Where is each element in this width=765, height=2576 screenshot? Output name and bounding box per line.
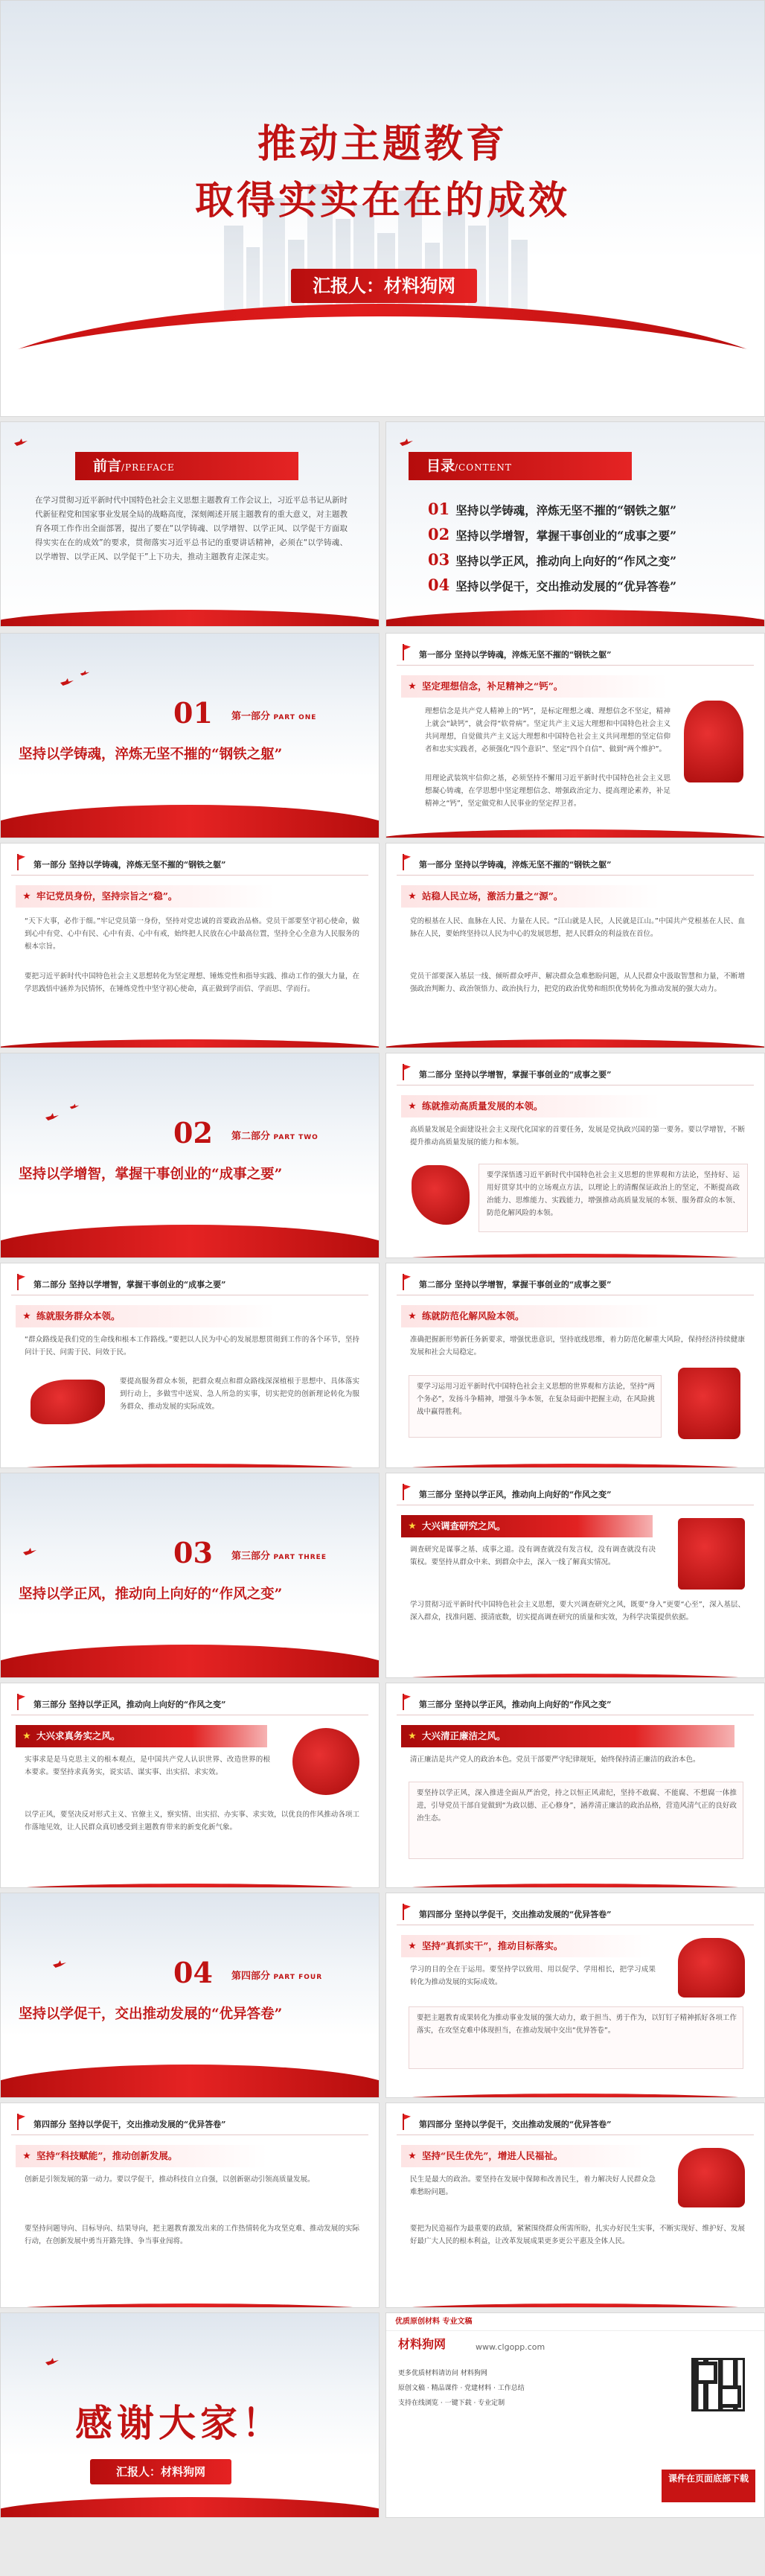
part-label [231,708,316,722]
paragraph-2: 用理论武装筑牢信仰之基，必须坚持不懈用习近平新时代中国特色社会主义思想凝心铸魂，在学思想中坚定理想信念、增强政治定力、提高理论素养，补足精神之“钙”，坚定做党和人民事业的坚定捍卫者。 [425,774,670,808]
thanks-text: 感谢大家！ [75,2401,284,2445]
flag-icon [13,1274,26,1290]
section-bar: ★ 练就推动高质量发展的本领。 [401,1095,660,1118]
part-four-slide [0,1893,380,2098]
flag-icon [398,854,412,870]
paragraph-1: “天下大事，必作于细。”牢记党员第一身份，坚持对党忠诚的首要政治品格。党员干部要坚守初心使命，做到心中有党、心中有民、心中有责、心中有戒，始终把人民放在心中最高位置，坚持全心全意为人民服务的根本宗旨。 [25,917,359,951]
ad-header: 优质原创材料 专业文稿 [386,2313,764,2331]
red-wave [0,1464,380,1468]
flag-icon [398,1064,412,1080]
part-title: 坚持以学正风，推动向上向好的“作风之变” [19,1587,283,1602]
paragraph-2: 党员干部要深入基层一线、倾听群众呼声、解决群众急难愁盼问题，从人民群众中汲取智慧和力量，不断增强政治判断力、政治领悟力、政治执行力，把党的政治优势和组织优势转化为推动发展的强大动力。 [410,972,745,993]
red-wave [385,829,765,838]
slide-header: 第二部分 坚持以学增智，掌握干事创业的“成事之要” [33,1280,226,1289]
part-two-slide [0,1053,380,1258]
paragraph-2: 要学深悟透习近平新时代中国特色社会主义思想的世界观和方法论，坚持好、运用好贯穿其中的立场观点方法，以理论上的清醒保证政治上的坚定，不断提高政治能力、思维能力、实践能力，增强推动高质量发展的本领、服务群众的本领、防范化解风险的本领。 [487,1171,740,1217]
paragraph-2: 要把主题教育成果转化为推动事业发展的强大动力，敢于担当、勇于作为，以钉钉子精神抓好各项工作落实，在攻坚克难中体现担当，在推动发展中交出“优异答卷”。 [417,2014,737,2035]
slide-header: 第四部分 坚持以学促干，交出推动发展的“优异答卷” [419,1910,612,1919]
toc-tag [409,452,632,480]
preface-slide [0,421,380,627]
red-wave [0,1645,380,1678]
paragraph-1: 调查研究是谋事之基、成事之道。没有调查就没有发言权，没有调查就没有决策权。要坚持从群众中来、到群众中去，深入一线了解真实情况。 [410,1546,656,1566]
red-wave [0,2304,380,2308]
slide-header: 第三部分 坚持以学正风，推动向上向好的“作风之变” [419,1700,612,1709]
toc-text: 坚持以学正风，推动向上向好的“作风之变” [455,554,677,568]
part-label-cn: 第二部分 [231,1131,271,1142]
flag-icon [398,644,412,660]
monument-icon [678,2148,745,2207]
divider [11,875,368,876]
red-wave [385,1674,765,1678]
content-slide-3a [385,1473,765,1678]
content-slide-4b [0,2102,380,2308]
part-label [231,1968,322,1982]
flag-icon [13,1694,26,1710]
book-icon [678,1518,745,1590]
part-label-en: PART THREE [273,1554,327,1561]
red-wave [385,1039,765,1048]
slide-header: 第四部分 坚持以学促干，交出推动发展的“优异答卷” [33,2120,226,2129]
paragraph-2: 要学习运用习近平新时代中国特色社会主义思想的世界观和方法论，坚持“两个务必”，发扬斗争精神，增强斗争本领，在复杂局面中把握主动，在风险挑战中赢得胜利。 [417,1383,655,1416]
thanks-reporter: 汇报人：材料狗网 [90,2459,231,2484]
content-slide-1c [385,843,765,1048]
flag-icon [398,1484,412,1500]
qr-code-icon[interactable] [691,2358,745,2411]
slide-header: 第二部分 坚持以学增智，掌握干事创业的“成事之要” [419,1280,612,1289]
red-wave [385,2094,765,2098]
toc-text: 坚持以学增智，掌握干事创业的“成事之要” [455,529,677,543]
content-slide-2b [0,1263,380,1468]
content-slide-4a [385,1893,765,2098]
part-label-cn: 第一部分 [231,711,271,722]
content-slide-2c [385,1263,765,1468]
part-label-en: PART TWO [273,1134,319,1141]
slide-header: 第三部分 坚持以学正风，推动向上向好的“作风之变” [419,1490,612,1499]
section-bar: ★ 练就服务群众本领。 [16,1305,275,1327]
toc-num: 04 [428,576,450,594]
toc-num: 02 [428,525,450,543]
part-number: 03 [173,1536,213,1569]
red-wave [385,1464,765,1468]
content-slide-4c [385,2102,765,2308]
toc-text: 坚持以学铸魂，淬炼无坚不摧的“钢铁之躯” [455,503,677,517]
part-label [231,1128,319,1142]
divider [397,665,754,666]
cover-slide [0,0,765,417]
flag-icon [13,2114,26,2130]
toc-item-3[interactable] [428,550,676,569]
paragraph-2: 要把为民造福作为最重要的政绩，紧紧围绕群众所需所盼，扎实办好民生实事，不断实现好、维护好、发展好最广大人民的根本利益，让改革发展成果更多更公平惠及全体人民。 [410,2225,745,2245]
part-title: 坚持以学铸魂，淬炼无坚不摧的“钢铁之躯” [19,747,283,762]
flag-icon [13,854,26,870]
toc-item-1[interactable] [428,500,676,518]
flag-stand-icon [678,1368,740,1439]
part-title: 坚持以学促干，交出推动发展的“优异答卷” [19,2006,283,2022]
part-three-slide [0,1473,380,1678]
content-box [409,2006,743,2069]
cover-title-line2: 取得实实在在的成效 [194,178,570,223]
paragraph-1: 党的根基在人民、血脉在人民、力量在人民。“江山就是人民，人民就是江山。”中国共产党根基在人民、血脉在人民，要始终坚持以人民为中心的发展思想，把人民群众的利益放在首位。 [410,917,745,938]
paragraph-2: 要提高服务群众本领，把群众观点和群众路线深深植根于思想中、具体落实到行动上，多做雪中送炭、急人所急的实事，切实把党的创新理论转化为服务群众、推动发展的实际成效。 [120,1377,359,1411]
flag-icon [398,1904,412,1920]
cover-title-line1: 推动主题教育 [257,121,508,167]
preface-tag [75,452,298,480]
emblem-icon [292,1728,359,1795]
content-slide-1a [385,633,765,838]
slide-header: 第二部分 坚持以学增智，掌握干事创业的“成事之要” [419,1070,612,1080]
paragraph-1: 学习的目的全在于运用。要坚持学以致用、用以促学、学用相长，把学习成果转化为推动发展的实际成效。 [410,1966,656,1986]
flag-icon [398,2114,412,2130]
ad-url[interactable]: www.clgopp.com [476,2342,545,2352]
part-title: 坚持以学增智，掌握干事创业的“成事之要” [19,1167,283,1182]
part-one-slide [0,633,380,838]
part-number: 02 [173,1116,213,1150]
red-wave [0,2497,380,2518]
paragraph-1: 准确把握新形势新任务新要求，增强忧患意识，坚持底线思维，着力防范化解重大风险，保持经济持续健康发展和社会大局稳定。 [410,1336,745,1356]
paragraph-1: 高质量发展是全面建设社会主义现代化国家的首要任务，发展是党执政兴国的第一要务。要以学增智，不断提升推动高质量发展的能力和本领。 [410,1126,745,1147]
cover-reporter: 汇报人：材料狗网 [291,269,477,303]
paragraph-2: 要坚持以学正风，深入推进全面从严治党，持之以恒正风肃纪，坚持不敢腐、不能腐、不想腐一体推进，引导党员干部自觉做到“为政以德、正心修身”，涵养清正廉洁的政治品格，营造风清气正的良好政治生态。 [417,1789,737,1823]
toc-item-2[interactable] [428,525,676,543]
white-wave [0,316,765,417]
red-wave [0,1225,380,1258]
section-bar: ★ 坚持“真抓实干”，推动目标落实。 [401,1935,653,1957]
part-label-en: PART FOUR [273,1974,323,1981]
part-number: 04 [173,1956,213,1989]
section-bar: ★ 大兴求真务实之风。 [16,1725,267,1747]
ad-panel [385,2312,765,2518]
toc-num: 03 [428,550,450,569]
red-wave [0,2065,380,2098]
red-wave [385,1884,765,1888]
part-label-cn: 第四部分 [231,1971,271,1982]
content-slide-1b [0,843,380,1048]
slide-header: 第三部分 坚持以学正风，推动向上向好的“作风之变” [33,1700,226,1709]
flag-icon [398,1274,412,1290]
paragraph-1: 实事求是是马克思主义的根本观点，是中国共产党人认识世界、改造世界的根本要求。要坚持求真务实，说实话、谋实事、出实招、求实效。 [25,1756,270,1776]
toc-title: 目录 [426,458,455,474]
toc-en: /CONTENT [455,462,512,473]
ribbon-icon [31,1380,105,1424]
content-slide-3c [385,1683,765,1888]
content-box [409,1782,743,1859]
section-bar: ★ 站稳人民立场，激活力量之“源”。 [401,885,660,908]
statue-icon [684,701,743,782]
section-bar: ★ 大兴调查研究之风。 [401,1515,653,1537]
paragraph-1: 民生是最大的政治。要坚持在发展中保障和改善民生，着力解决好人民群众急难愁盼问题。 [410,2175,656,2196]
paragraph-2: 以学正风，要坚决反对形式主义、官僚主义，察实情、出实招、办实事、求实效，以优良的作风推动各项工作落地见效，让人民群众真切感受到主题教育带来的新变化新气象。 [25,1811,359,1831]
red-wave [0,805,380,838]
ad-site-name: 材料狗网 [398,2337,446,2351]
divider [397,875,754,876]
section-bar: ★ 练就防范化解风险本领。 [401,1305,660,1327]
paragraph-1: 理想信念是共产党人精神上的“钙”，是标定理想之魂、理想信念不坚定，精神上就会“缺钙”，就会得“软骨病”。坚定共产主义远大理想和中国特色社会主义共同理想，自觉做共产主义远大理想和中国特色社会主义共同理想的坚定信仰者和忠实实践者，必须强化“四个意识”、坚定“四个自信”、做到“两个维护”。 [425,707,670,753]
toc-text: 坚持以学促干，交出推动发展的“优异答卷” [455,579,677,593]
toc-slide [385,421,765,627]
flag-icon [398,1694,412,1710]
paragraph-2: 学习贯彻习近平新时代中国特色社会主义思想，要大兴调查研究之风，既要“身入”更要“心至”，深入基层、深入群众，找准问题、摸清底数，切实提高调查研究的质量和实效，为科学决策提供依据。 [410,1601,745,1622]
paragraph-1: 清正廉洁是共产党人的政治本色。党员干部要严守纪律规矩，始终保持清正廉洁的政治本色。 [410,1756,700,1764]
part-label-en: PART ONE [273,714,317,721]
section-bar: ★ 坚持“科技赋能”，推动创新发展。 [16,2145,267,2167]
paragraph-2: 要坚持问题导向、目标导向、结果导向，把主题教育激发出来的工作热情转化为攻坚克难、推动发展的实际行动，在创新发展中勇当开路先锋、争当事业闯将。 [25,2225,359,2245]
ad-line-1: 更多优质材料请访问 材料狗网 [398,2370,487,2377]
section-bar: ★ 坚定理想信念，补足精神之“钙”。 [401,675,668,698]
content-box [478,1164,748,1232]
paragraph-2: 要把习近平新时代中国特色社会主义思想转化为坚定理想、锤炼党性和指导实践、推动工作的强大力量，在学思践悟中涵养为民情怀，在锤炼党性中坚守初心使命，真正做到学而信、学而思、学而行。 [25,972,359,993]
part-number: 01 [173,696,213,730]
slide-header: 第一部分 坚持以学铸魂，淬炼无坚不摧的“钢铁之躯” [419,650,612,660]
slide-header: 第一部分 坚持以学铸魂，淬炼无坚不摧的“钢铁之躯” [419,860,612,870]
slide-header: 第四部分 坚持以学促干，交出推动发展的“优异答卷” [419,2120,612,2129]
paragraph-1: 创新是引领发展的第一动力。要以学促干，推动科技自立自强，以创新驱动引领高质量发展。 [25,2175,315,2184]
toc-num: 01 [428,500,450,518]
section-bar: ★ 大兴清正廉洁之风。 [401,1725,734,1747]
part-label [231,1548,327,1562]
slide-header: 第一部分 坚持以学铸魂，淬炼无坚不摧的“钢铁之躯” [33,860,226,870]
part-label-cn: 第三部分 [231,1551,271,1562]
preface-title: 前言 [93,458,122,474]
red-wave [385,1254,765,1258]
toc-item-4[interactable] [428,576,676,594]
ad-line-3: 支持在线浏览 · 一键下载 · 专业定制 [398,2400,505,2407]
red-wave [385,2304,765,2308]
red-wave [0,1039,380,1048]
monument-icon [678,1938,745,1998]
red-wave [0,1884,380,1888]
map-icon [412,1165,470,1225]
ad-line-2: 原创文稿 · 精品课件 · 党建材料 · 工作总结 [398,2385,525,2392]
section-bar: ★ 牢记党员身份，坚持宗旨之“稳”。 [16,885,275,908]
section-bar: ★ 坚持“民生优先”，增进人民福祉。 [401,2145,653,2167]
content-box [409,1375,662,1438]
preface-en: /PREFACE [121,462,175,473]
paragraph-1: “群众路线是我们党的生命线和根本工作路线。”要把以人民为中心的发展思想贯彻到工作的各个环节，坚持问计于民、问需于民、问效于民。 [25,1336,359,1356]
preface-text: 在学习贯彻习近平新时代中国特色社会主义思想主题教育工作会议上，习近平总书记从新时代新征程党和国家事业发展全局的战略高度，深刻阐述开展主题教育的重大意义，对主题教育各项工作作出全面部署，提出了要在“以学铸魂、以学增智、以学正风、以学促干方面取得实实在在的成效”的要求，贯彻落实习近平总书记的重要讲话精神，必须在“以学铸魂、以学增智、以学正风、以学促干”上下功夫，推动主题教育走深走实。 [35,496,348,561]
download-button[interactable]: 课件在页面底部下载 [662,2470,755,2502]
content-slide-2a [385,1053,765,1258]
content-slide-3b [0,1683,380,1888]
thanks-slide [0,2312,380,2518]
